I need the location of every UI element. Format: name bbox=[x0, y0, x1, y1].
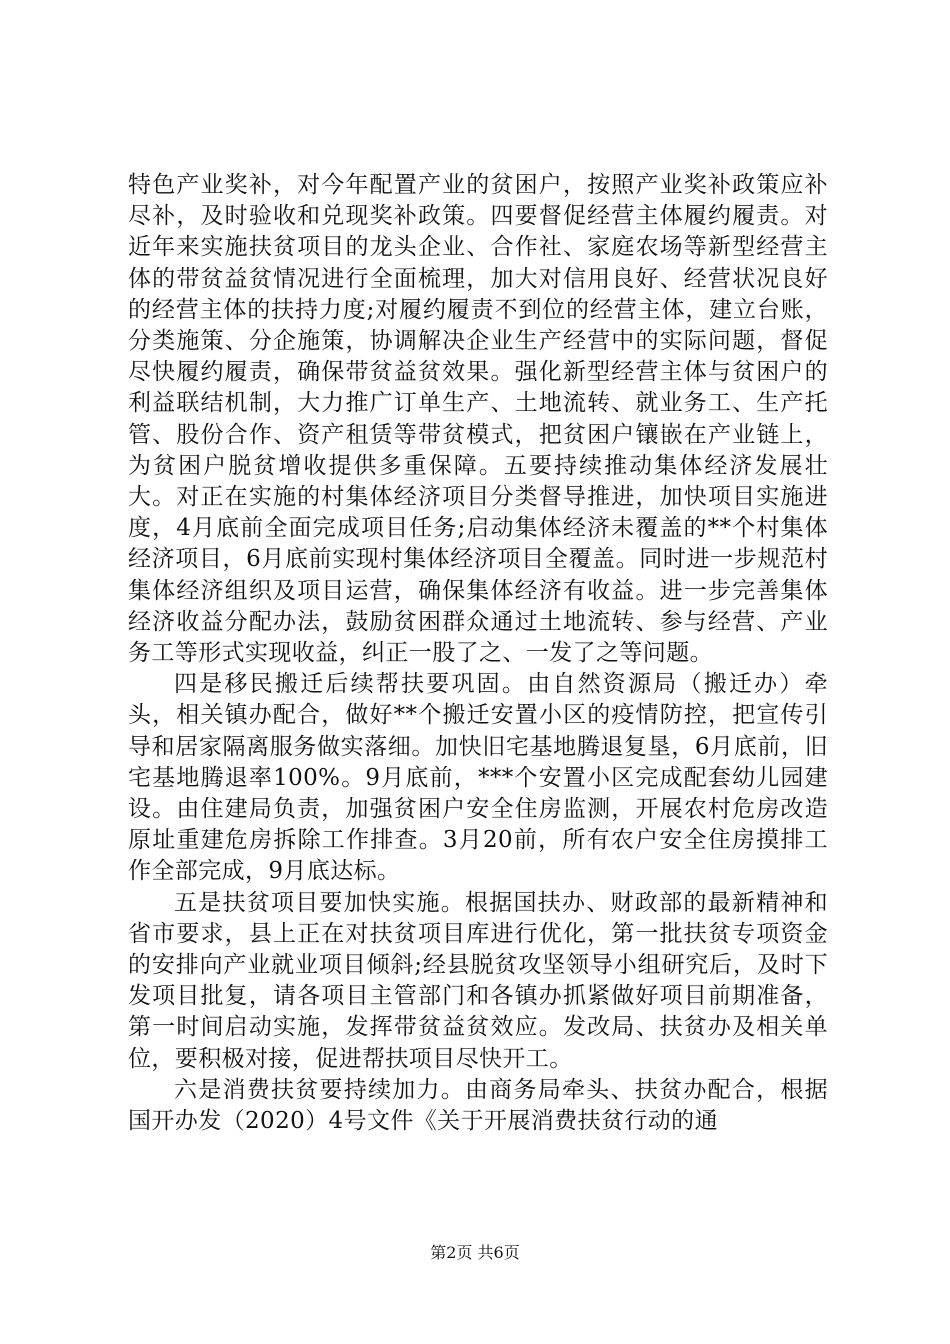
paragraph-4: 六是消费扶贫要持续加力。由商务局牵头、扶贫办配合，根据国开办发（2020）4号文件《关于开展消费扶贫行动的通 bbox=[128, 1076, 828, 1135]
paragraph-3: 五是扶贫项目要加快实施。根据国扶办、财政部的最新精神和省市要求，县上正在对扶贫项目库进行优化，第一批扶贫专项资金的安排向产业就业项目倾斜;经县脱贫攻坚领导小组研究后，及时下发项目批复，请各项目主管部门和各镇办抓紧做好项目前期准备，第一时间启动实施，发挥带贫益贫效应。发改局、扶贫办及相关单位，要积极对接，促进帮扶项目尽快开工。 bbox=[128, 889, 828, 1072]
paragraph-1: 特色产业奖补，对今年配置产业的贫困户，按照产业奖补政策应补尽补，及时验收和兑现奖补政策。四要督促经营主体履约履责。对近年来实施扶贫项目的龙头企业、合作社、家庭农场等新型经营主体的带贫益贫情况进行全面梳理，加大对信用良好、经营状况良好的经营主体的扶持力度;对履约履责不到位的经营主体，建立台账，分类施策、分企施策，协调解决企业生产经营中的实际问题，督促尽快履约履责，确保带贫益贫效果。强化新型经营主体与贫困户的利益联结机制，大力推广订单生产、土地流转、就业务工、生产托管、股份合作、资产租赁等带贫模式，把贫困户镶嵌在产业链上，为贫困户脱贫增收提供多重保障。五要持续推动集体经济发展壮大。对正在实施的村集体经济项目分类督导推进，加快项目实施进度，4月底前全面完成项目任务;启动集体经济未覆盖的**个村集体经济项目，6月底前实现村集体经济项目全覆盖。同时进一步规范村集体经济组织及项目运营，确保集体经济有收益。进一步完善集体经济收益分配办法，鼓励贫困群众通过土地流转、参与经营、产业务工等形式实现收益，纠正一股了之、一发了之等问题。 bbox=[128, 172, 828, 667]
document-body bbox=[128, 170, 828, 1137]
page-number-footer: 第2页 共6页 bbox=[430, 1243, 520, 1262]
paragraph-2: 四是移民搬迁后续帮扶要巩固。由自然资源局（搬迁办）牵头，相关镇办配合，做好**个搬迁安置小区的疫情防控，把宣传引导和居家隔离服务做实落细。加快旧宅基地腾退复垦，6月底前，旧宅基地腾退率100%。9月底前，***个安置小区完成配套幼儿园建设。由住建局负责，加强贫困户安全住房监测，开展农村危房改造原址重建危房拆除工作排查。3月20前，所有农户安全住房摸排工作全部完成，9月底达标。 bbox=[128, 671, 828, 885]
